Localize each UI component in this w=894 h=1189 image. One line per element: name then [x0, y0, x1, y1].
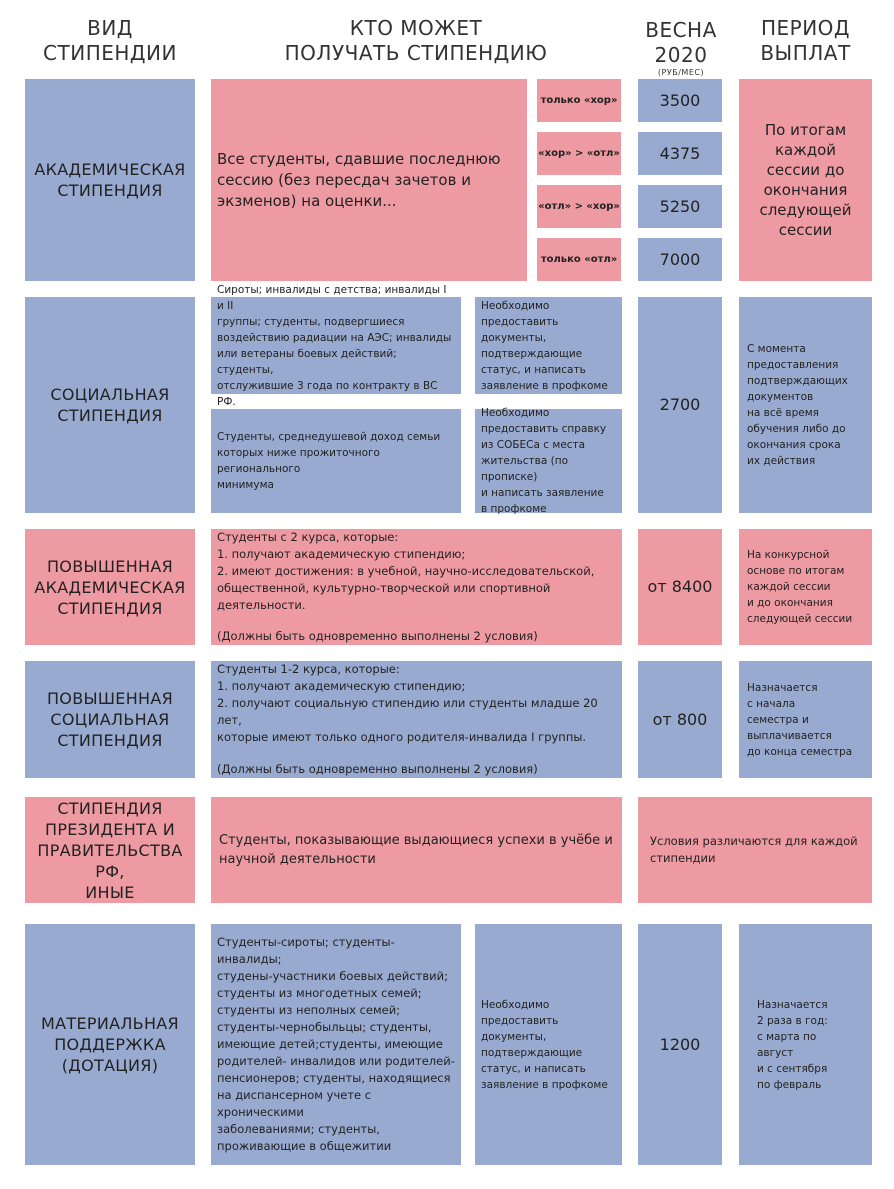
social-requirement-2-cell: Необходимо предоставить справку из СОБЕСа с места жительства (по прописке) и написать заявление в профкоме — [475, 409, 622, 513]
grade-label-0: только «хор» — [537, 79, 621, 122]
social-who-orphans-cell: Сироты; инвалиды с детства; инвалиды I и II группы; студенты, подвергшиеся воздействию радиации на АЭС; инвалиды или ветераны боевых действий; студенты, отслужившие 3 года по контракту в ВС РФ. — [211, 297, 461, 394]
grade-amount-1: 4375 — [638, 132, 722, 175]
header-type: ВИД СТИПЕНДИИ — [43, 16, 177, 65]
header-who: КТО МОЖЕТ ПОЛУЧАТЬ СТИПЕНДИЮ — [284, 16, 548, 65]
inc-social-who-cell: Студенты 1-2 курса, которые: 1. получают академическую стипендию; 2. получают социальную стипендию или студенты младше 20 лет, которые имеют только одного родителя-инвалида I группы. (Должны быть одновременно выполнены 2 условия) — [211, 661, 622, 778]
material-requirement-cell: Необходимо предоставить документы, подтверждающие статус, и написать заявление в профкоме — [475, 924, 622, 1165]
inc-academic-type-cell: ПОВЫШЕННАЯ АКАДЕМИЧЕСКАЯ СТИПЕНДИЯ — [25, 529, 195, 645]
header-amount-unit: (РУБ/МЕС) — [657, 68, 705, 77]
grade-label-2: «отл» > «хор» — [537, 185, 621, 228]
material-period-cell: Назначается 2 раза в год: с марта по август и с сентября по февраль — [739, 924, 872, 1165]
grade-label-1: «хор» > «отл» — [537, 132, 621, 175]
inc-social-amount-cell: от 800 — [638, 661, 722, 778]
material-type-cell: МАТЕРИАЛЬНАЯ ПОДДЕРЖКА (ДОТАЦИЯ) — [25, 924, 195, 1165]
inc-academic-amount-cell: от 8400 — [638, 529, 722, 645]
header-period: ПЕРИОД ВЫПЛАТ — [760, 16, 851, 65]
social-who-income-cell: Студенты, среднедушевой доход семьи которых ниже прожиточного регионального минимума — [211, 409, 461, 513]
grade-label-3: только «отл» — [537, 238, 621, 281]
grade-amount-3: 7000 — [638, 238, 722, 281]
president-conditions-cell: Условия различаются для каждой стипендии — [638, 797, 872, 903]
inc-academic-who-cell: Студенты с 2 курса, которые: 1. получают академическую стипендию; 2. имеют достижения: в учебной, научно-исследовательской, общественной, культурно-творческой или спортивной деятельности. (Должны быть одновременно выполнены 2 условия) — [211, 529, 622, 645]
inc-social-period-cell: Назначается с начала семестра и выплачивается до конца семестра — [739, 661, 872, 778]
material-amount-cell: 1200 — [638, 924, 722, 1165]
social-requirement-1-cell: Необходимо предоставить документы, подтверждающие статус, и написать заявление в профкоме — [475, 297, 622, 394]
material-who-cell: Студенты-сироты; студенты-инвалиды; студены-участники боевых действий; студенты из многодетных семей; студенты из неполных семей; студенты-чернобыльцы; студенты, имеющие детей;студенты, имеющие родителей- инвалидов или родителей- пенсионеров; студенты, находящиеся на диспансерном учете с хроническими заболеваниями; студенты, проживающие в общежитии — [211, 924, 461, 1165]
grade-amount-0: 3500 — [638, 79, 722, 122]
header-amount: ВЕСНА 2020 (РУБ/МЕС) — [618, 18, 744, 78]
social-period-cell: С момента предоставления подтверждающих документов на всё время обучения либо до окончания срока их действия — [739, 297, 872, 513]
academic-who-cell: Все студенты, сдавшие последнюю сессию (без пересдач зачетов и экзменов) на оценки... — [211, 79, 527, 281]
academic-type-cell: АКАДЕМИЧЕСКАЯ СТИПЕНДИЯ — [25, 79, 195, 281]
president-who-cell: Студенты, показывающие выдающиеся успехи в учёбе и научной деятельности — [211, 797, 622, 903]
inc-social-type-cell: ПОВЫШЕННАЯ СОЦИАЛЬНАЯ СТИПЕНДИЯ — [25, 661, 195, 778]
inc-academic-period-cell: На конкурсной основе по итогам каждой сессии и до окончания следующей сессии — [739, 529, 872, 645]
president-type-cell: СТИПЕНДИЯ ПРЕЗИДЕНТА И ПРАВИТЕЛЬСТВА РФ, ИНЫЕ — [25, 797, 195, 903]
grade-amount-2: 5250 — [638, 185, 722, 228]
academic-period-cell: По итогам каждой сессии до окончания следующей сессии — [739, 79, 872, 281]
social-type-cell: СОЦИАЛЬНАЯ СТИПЕНДИЯ — [25, 297, 195, 513]
social-amount-cell: 2700 — [638, 297, 722, 513]
